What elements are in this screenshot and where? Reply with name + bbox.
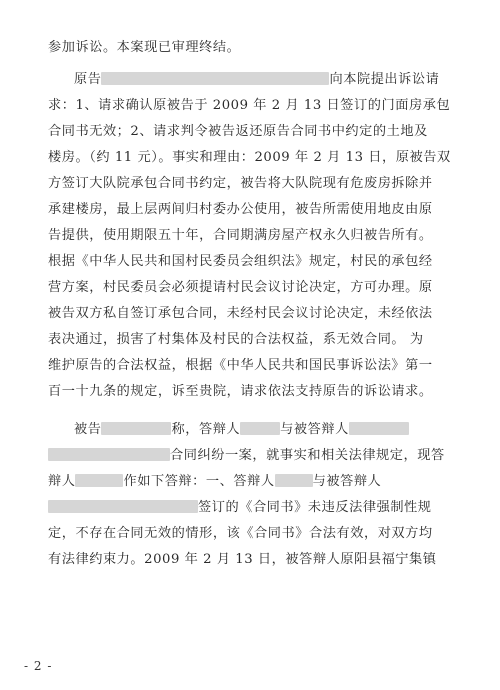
text-line <box>48 330 468 350</box>
text-line <box>48 226 468 246</box>
redaction-block <box>48 448 170 461</box>
text-span: 楼房。（约 11 元）。事实和理由：2009 年 2 月 13 日，原被告双 <box>48 150 451 165</box>
text-span: 作如下答辩：一、答辩人 <box>123 474 275 489</box>
text-span: 定，不存在合同无效的情形，该《合同书》合法有效，对双方均 <box>48 526 433 541</box>
text-span: 求：1、请求确认原被告于 2009 年 2 月 13 日签订的门面房承包 <box>48 98 451 113</box>
text-line <box>48 304 468 324</box>
page-number: - 2 - <box>24 659 53 673</box>
text-span: 方签订大队院承包合同书约定，被告将大队院现有危废房拆除并 <box>48 176 433 191</box>
text-span: 告提供，使用期限五十年，合同期满房屋产权永久归被告所有。 <box>48 228 433 243</box>
text-span: 参加诉讼。本案现已审理终结。 <box>48 40 241 55</box>
text-span: 维护原告的合法权益，根据《中华人民共和国民事诉讼法》第一 <box>48 358 433 373</box>
text-line <box>48 278 468 298</box>
redaction-block <box>349 422 409 435</box>
text-span: 向本院提出诉讼请 <box>329 72 440 87</box>
text-line <box>48 252 468 272</box>
text-span: 与被答辩人 <box>280 422 349 437</box>
text-line <box>48 200 468 220</box>
text-line <box>48 382 468 402</box>
text-line <box>48 148 468 168</box>
text-span: 表决通过，损害了村集体及村民的合法权益，系无效合同。 为 <box>48 332 424 347</box>
text-line <box>48 420 494 440</box>
text-span: 根据《中华人民共和国村民委员会组织法》规定，村民的承包经 <box>48 254 433 269</box>
text-span: 百一十九条的规定，诉至贵院，请求依法支持原告的诉讼请求。 <box>48 384 433 399</box>
text-span: 辩人 <box>48 474 76 489</box>
text-span: 称，答辩人 <box>171 422 241 437</box>
text-span: 被告双方私自签订承包合同，未经村民会议讨论决定，未经依法 <box>48 306 433 321</box>
text-line <box>48 550 468 570</box>
text-span: 被告 <box>74 422 102 437</box>
text-line <box>48 524 468 544</box>
redaction-block <box>275 474 313 487</box>
text-span: 签订的《合同书》未违反法律强制性规 <box>198 500 432 515</box>
text-span: 合同书无效；2、请求判令被告返还原告合同书中约定的土地及 <box>48 124 428 139</box>
redaction-block <box>101 72 329 85</box>
text-line <box>48 70 494 90</box>
text-line <box>48 472 468 492</box>
redaction-block <box>240 422 280 435</box>
text-span: 承建楼房，最上层两间归村委办公使用，被告所需使用地皮由原 <box>48 202 433 217</box>
text-line <box>48 122 468 142</box>
text-line <box>48 38 468 58</box>
text-span: 原告 <box>74 72 102 87</box>
text-span: 与被答辩人 <box>312 474 382 489</box>
text-line <box>48 174 468 194</box>
text-span: 合同纠纷一案，就事实和相关法律规定，现答 <box>170 448 445 463</box>
text-span: 营方案，村民委员会必须提请村民会议讨论决定，方可办理。原 <box>48 280 433 295</box>
redaction-block <box>48 500 198 513</box>
redaction-block <box>75 474 123 487</box>
text-line <box>48 498 468 518</box>
redaction-block <box>101 422 171 435</box>
text-span: 有法律约束力。2009 年 2 月 13 日，被答辩人原阳县福宁集镇 <box>48 552 437 567</box>
text-line <box>48 446 468 466</box>
text-line <box>48 356 468 376</box>
text-line <box>48 96 468 116</box>
